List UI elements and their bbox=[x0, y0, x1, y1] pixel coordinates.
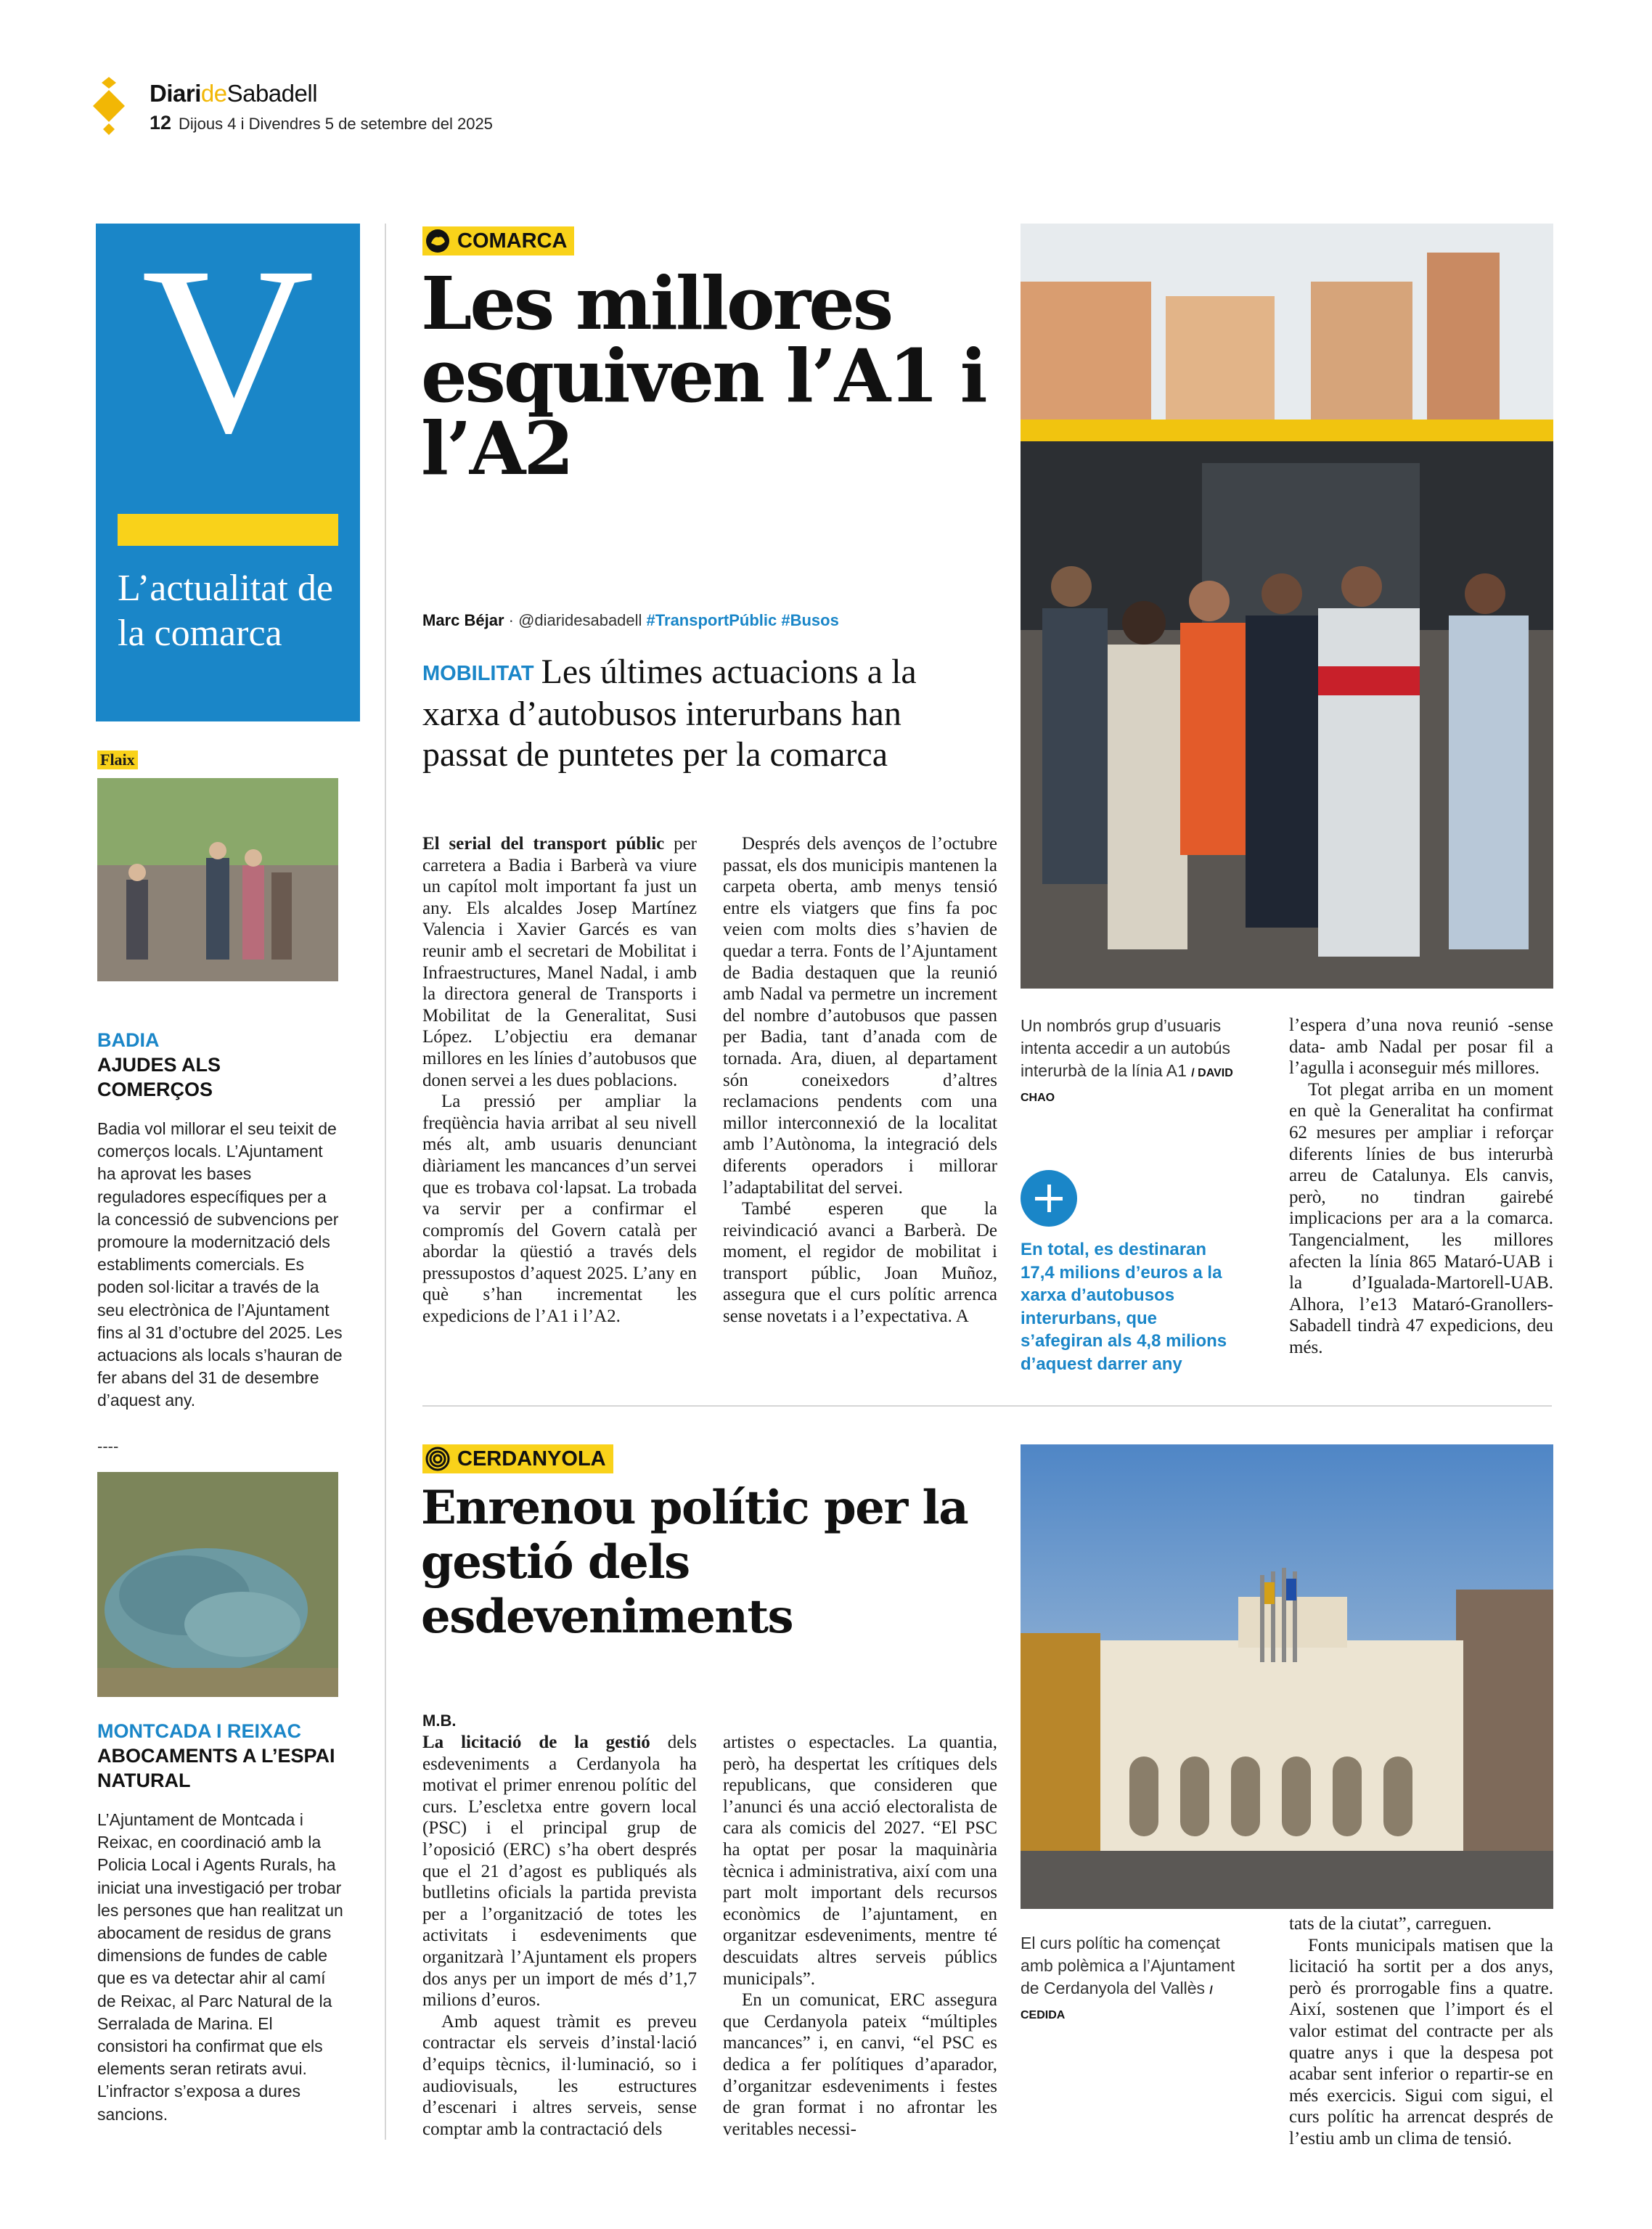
article-hashtags[interactable]: #TransportPúblic #Busos bbox=[646, 611, 839, 629]
bus-photo-illustration bbox=[1021, 224, 1553, 989]
section-letter: V bbox=[141, 218, 315, 483]
section-tag-label: CERDANYOLA bbox=[457, 1447, 606, 1471]
badia-body: Badia vol millorar el seu teixit de comerços locals. L’Ajuntament ha aprovat les bases reguladores específiques per a la concessió de subvencions per promoure la modernització dels establiments comercials. Es poden sol·licitar a través de la seu electrònica de l’Ajuntament fins al 31 d’octubre del 2025. Les actuacions als locals s’hauran de fer abans del 31 de desembre d’aquest any. bbox=[97, 1119, 343, 1410]
lead-in: El serial del transport públic bbox=[422, 834, 665, 854]
article2-column-3 bbox=[1289, 1913, 1553, 2150]
article1-column-3 bbox=[1289, 1015, 1553, 1359]
bus-region-icon bbox=[425, 229, 450, 253]
photo-credit: / CEDIDA bbox=[1021, 1984, 1213, 2021]
article1-caption bbox=[1021, 1015, 1238, 1109]
diamond-logo-icon bbox=[93, 77, 125, 135]
author-handle[interactable]: @diaridesabadell bbox=[518, 611, 642, 629]
section-tag-label: COMARCA bbox=[457, 229, 568, 253]
paragraph: Fonts municipals matisen que la licitació ha sortit per a dos anys, però és prorrogable fins a quatre. Així, sostenen que l’import és el valor estimat del contracte per als quatre anys i que la despesa pot acabar sent inferior o repartir-se en més exercicis. Sigui com sigui, el curs polític ha arrencat després de l’estiu amb un clima de tensió. bbox=[1289, 1935, 1553, 2148]
paragraph: tats de la ciutat”, carreguen. bbox=[1289, 1914, 1492, 1934]
article-divider bbox=[422, 1405, 1552, 1407]
town-hall-photo bbox=[1021, 1444, 1553, 1909]
brand-main: Diari bbox=[150, 80, 201, 107]
plus-circle-icon bbox=[1021, 1170, 1077, 1227]
article1-column-1 bbox=[422, 833, 697, 1328]
montcada-body: L’Ajuntament de Montcada i Reixac, en coordinació amb la Policia Local i Agents Rurals, ha iniciat una investigació per trobar les persones que han realitzat un abocament de residus de grans dimensions de fundes de cable que es va detectar ahir al camí de Reixac, al Parc Natural de la Serralada de Marina. El consistori ha confirmat que els elements seran retirats avui. L’infractor s’exposa a dures sancions. bbox=[97, 1810, 343, 2124]
paragraph: Tot plegat arriba en un moment en què la Generalitat ha confirmat 62 mesures per ampliar i reforçar diferents línies de bus interurbà arreu de Catalunya. Els canvis, però, no tindran gairebé implicacions per ara a la comarca. Tangencialment, les millores afecten la línia 865 Mataró-UAB i la d’Igualada-Martorell-UAB. Alhora, l’e13 Mataró-Granollers-Sabadell tindrà 47 expedicions, deu més. bbox=[1289, 1079, 1553, 1357]
caption-text: El curs polític ha començat amb polèmica a l’Ajuntament de Cerdanyola del Vallès bbox=[1021, 1934, 1235, 1997]
article1-subhead bbox=[422, 652, 974, 775]
paragraph: dels esdeveniments a Cerdanyola ha motivat el primer enrenou polític del curs. L’escletxa entre govern local (PSC) i el principal grup de l’oposició (ERC) s’ha obert després que el 21 d’agost es publiqués als butlletins oficials la partida prevista per a l’organització de totes les activitats i esdeveniments que organitzarà l’Ajuntament els propers dos anys per un import de més d’1,7 milions d’euros. bbox=[422, 1733, 697, 2011]
paragraph: També esperen que la reivindicació avanci a Barberà. De moment, el regidor de mobilitat i transport públic, Joan Muñoz, assegura que el curs polític arrenca sense novetats i a l’expectativa. A bbox=[723, 1199, 997, 1327]
article2-column-2 bbox=[723, 1732, 997, 2140]
lead-in: La licitació de la gestió bbox=[422, 1733, 650, 1752]
article2-column-1 bbox=[422, 1732, 697, 2140]
section-tag-cerdanyola[interactable] bbox=[422, 1444, 613, 1473]
montcada-photo bbox=[97, 1472, 338, 1697]
column-divider bbox=[385, 224, 386, 2140]
paragraph: En un comunicat, ERC assegura que Cerdanyola pateix “múltiples mancances” i, en canvi, “el PSC es dedica a fer polítiques d’aparador, d’organitzar esdeveniments i festes de gran format i no afrontar les veritables necessi- bbox=[723, 1990, 997, 2139]
article1-byline bbox=[422, 611, 839, 630]
badia-photo-illustration bbox=[97, 778, 338, 981]
brand-city: Sabadell bbox=[226, 80, 318, 107]
article2-author: M.B. bbox=[422, 1711, 457, 1730]
page-date: Dijous 4 i Divendres 5 de setembre del 2025 bbox=[179, 115, 493, 133]
page-number: 12 bbox=[150, 112, 172, 134]
paragraph: La pressió per ampliar la freqüència havia arribat al seu nivell més alt, amb usuaris denunciant diàriament les mancances d’un servei que es trobava col·lapsat. La trobada va servir per a confirmar el compromís del Govern català per abordar la qüestió a través dels pressupostos d’aquest 2025. L’any en què s’han incrementat les expedicions de l’A1 i l’A2. bbox=[422, 1092, 697, 1327]
caption-text: Un nombrós grup d’usuaris intenta accedir a un autobús interurbà de la línia A1 bbox=[1021, 1016, 1230, 1080]
sidebar-separator: ---- bbox=[97, 1437, 119, 1455]
brand-de: de bbox=[200, 80, 227, 107]
article2-headline[interactable]: Enrenou polític per la gestió dels esdeveniments bbox=[421, 1481, 968, 1644]
badia-town-label: BADIA bbox=[97, 1029, 160, 1051]
byline-dot: · bbox=[508, 611, 519, 629]
paragraph: per carretera a Badia i Barberà va viure un capítol molt important fa just un any. Els alcaldes Josep Martínez Valencia i Xavier Garcés es van reunir amb el secretari de Mobilitat i Infraestructures, Manel Nadal, i amb la directora general de Transports i Mobilitat de la Generalitat, Susi López. L’objectiu era demanar millores en les línies d’autobusos que donen servei a les dues poblacions. bbox=[422, 834, 697, 1090]
montcada-photo-illustration bbox=[97, 1472, 338, 1697]
paragraph: Després dels avenços de l’octubre passat, els dos municipis mantenen la carpeta oberta, amb menys tensió entre els viatgers que fins fa poc veien com molts dies s’havien de quedar a terra. Fonts de l’Ajuntament de Badia destaquen que la reunió amb Nadal va permetre un increment del nombre d’autobusos que passen per Badia, tant d’anada com de tornada. Ara, diuen, al departament són coneixedors d’altres reclamacions pendents com una millor interconnexió de la localitat amb l’Autònoma, la integració dels diferents operadors i millorar l’adaptabilitat del servei. bbox=[723, 834, 997, 1198]
section-tag-comarca[interactable] bbox=[422, 226, 574, 255]
article1-headline[interactable]: Les millores esquiven l’A1 i l’A2 bbox=[421, 261, 986, 491]
paragraph: l’espera d’una nova reunió -sense data- amb Nadal per posar fil a l’agulla i aconseguir més millores. bbox=[1289, 1015, 1553, 1079]
cerdanyola-spiral-icon bbox=[425, 1447, 450, 1471]
sidebar-title: Flaix bbox=[97, 751, 138, 769]
article1-highlight: En total, es destinaran 17,4 milions d’euros a la xarxa d’autobusos interurbans, que s’afegiran als 4,8 milions d’aquest darrer any bbox=[1021, 1240, 1227, 1374]
town-hall-illustration bbox=[1021, 1444, 1553, 1909]
article1-column-2 bbox=[723, 833, 997, 1328]
article2-caption bbox=[1021, 1932, 1238, 2026]
photo-credit: / DAVID CHAO bbox=[1021, 1067, 1233, 1104]
montcada-town-label: MONTCADA I REIXAC bbox=[97, 1720, 301, 1742]
paragraph: Amb aquest tràmit es preveu contractar els serveis d’instal·lació d’equips tècnics, il·luminació, so i audiovisuals, les estructures d’escenari i altres serveis, sense comptar amb la contractació dels bbox=[422, 2011, 697, 2139]
paragraph: artistes o espectacles. La quantia, però, ha despertat les crítiques dels republicans, que consideren que l’anunci és una acció electoralista de cara als comicis del 2027. “El PSC ha optat per posar la maquinària tècnica i administrativa, així com una part molt important dels recursos econòmics de l’ajuntament, en organitzar esdeveniments, mentre té descuidats altres serveis públics municipals”. bbox=[723, 1733, 997, 1989]
bus-passengers-photo bbox=[1021, 224, 1553, 989]
subhead-kicker: MOBILITAT bbox=[422, 662, 534, 685]
subhead-text: Les últimes actuacions a la xarxa d’autobusos interurbans han passat de puntetes per la comarca bbox=[422, 653, 917, 774]
author-name: Marc Béjar bbox=[422, 611, 504, 629]
masthead-brand[interactable] bbox=[150, 80, 317, 107]
montcada-headline[interactable]: ABOCAMENTS A L’ESPAI NATURAL bbox=[97, 1745, 335, 1791]
badia-photo bbox=[97, 778, 338, 981]
section-accent-bar bbox=[118, 514, 338, 546]
section-title: L’actualitat de la comarca bbox=[118, 568, 333, 654]
badia-headline[interactable]: AJUDES ALS COMERÇOS bbox=[97, 1054, 221, 1100]
